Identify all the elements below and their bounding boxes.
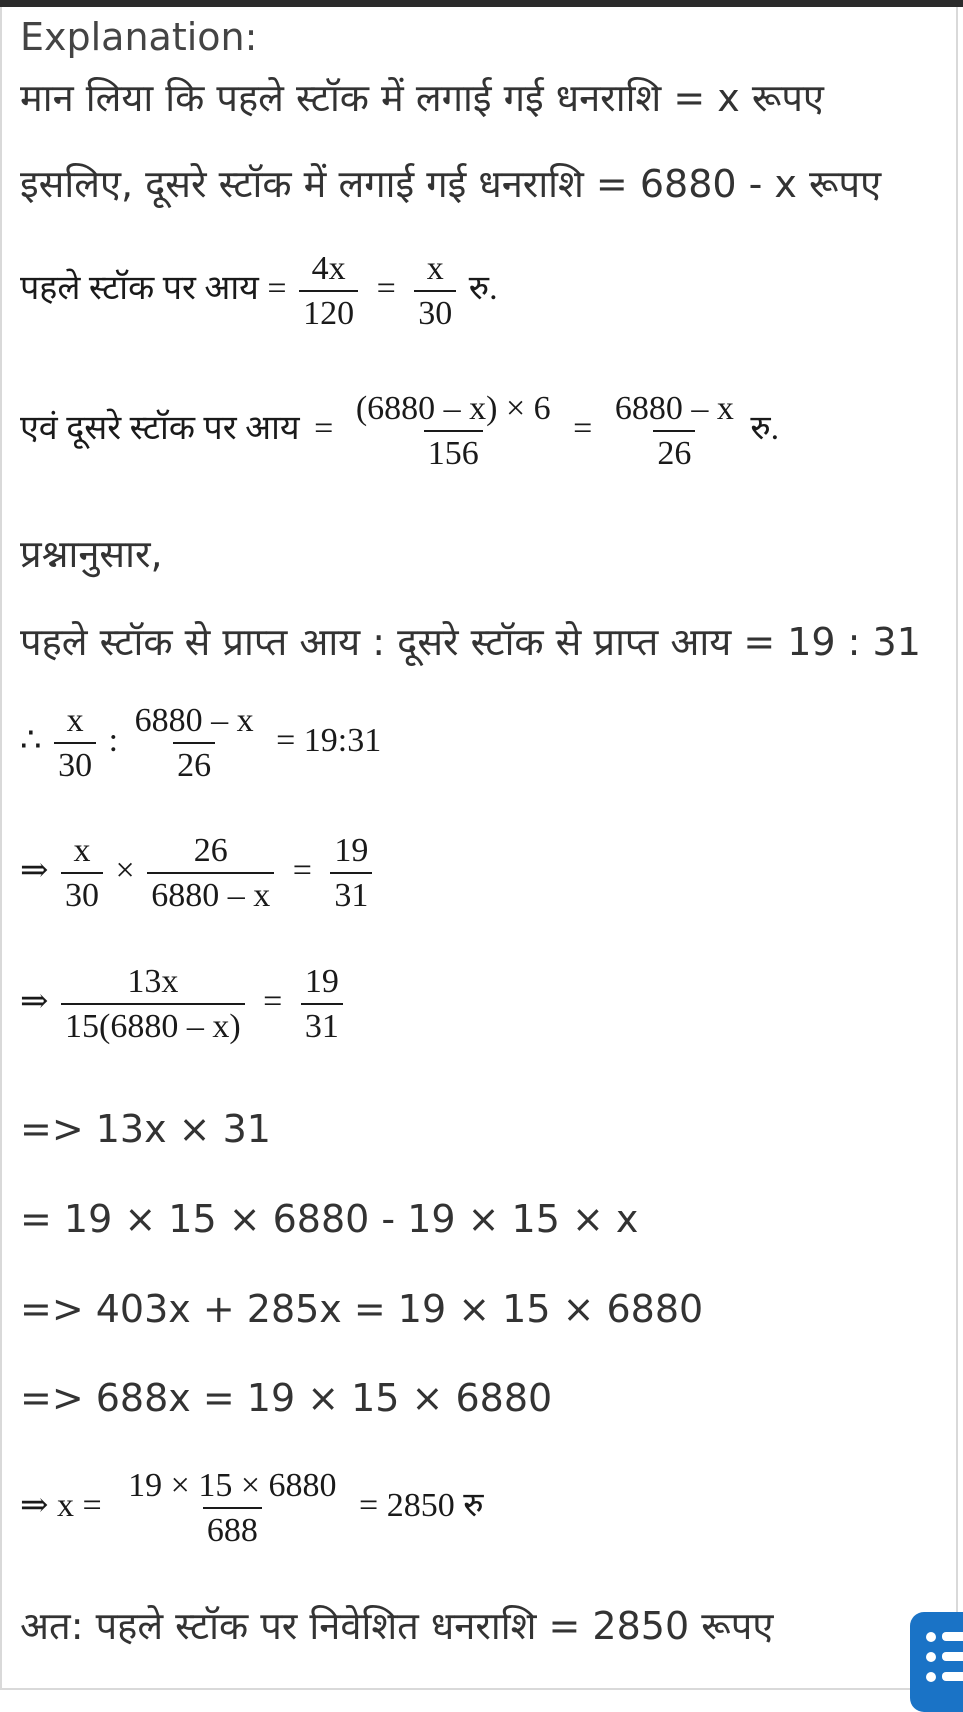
numerator: 4x: [311, 250, 346, 287]
equals-sign: =: [314, 410, 334, 448]
currency-unit: रु.: [468, 270, 498, 308]
denominator: 26: [653, 430, 695, 472]
equals-sign: =: [376, 270, 396, 308]
denominator: 120: [299, 290, 358, 332]
list-line: [942, 1652, 963, 1661]
fraction: [131, 702, 258, 785]
denominator: 6880 – x: [147, 872, 274, 914]
ratio-value: = 19:31: [276, 722, 382, 760]
conclusion-statement: अत: पहले स्टॉक पर निवेशित धनराशि = 2850 रूपए: [20, 1604, 774, 1648]
result-value: = 2850 रु: [359, 1487, 484, 1525]
denominator: 30: [61, 872, 103, 914]
fraction: [147, 832, 274, 915]
fraction: [54, 702, 96, 785]
according-to-question: प्रश्नानुसार,: [20, 532, 163, 576]
step-line: = 19 × 15 × 6880 - 19 × 15 × x: [20, 1197, 639, 1241]
step-line: => 688x = 19 × 15 × 6880: [20, 1376, 553, 1420]
numerator: x: [426, 250, 444, 287]
eq1-label: पहले स्टॉक पर आय =: [20, 270, 287, 308]
denominator: 156: [424, 430, 483, 472]
denominator: 30: [54, 742, 96, 784]
numerator: (6880 – x) × 6: [355, 390, 551, 427]
implies-symbol: ⇒: [20, 983, 49, 1021]
denominator: 15(6880 – x): [61, 1003, 245, 1045]
fraction: [352, 390, 555, 473]
simplified-equation: [20, 963, 347, 1046]
numerator: x: [66, 702, 84, 739]
list-line: [942, 1632, 963, 1641]
denominator: 31: [301, 1003, 343, 1045]
statement-assume-x: मान लिया कि पहले स्टॉक में लगाई गई धनराशि = x रूपए: [20, 76, 824, 120]
times-sign: ×: [115, 852, 135, 890]
fraction: [611, 390, 738, 473]
fraction: [124, 1467, 340, 1550]
fraction: [330, 832, 372, 915]
denominator: 688: [203, 1507, 262, 1549]
numerator: 19 × 15 × 6880: [128, 1467, 337, 1504]
explanation-panel: [0, 7, 958, 1690]
fraction: [299, 250, 358, 333]
equals-sign: =: [292, 852, 312, 890]
list-bullet: [926, 1632, 936, 1642]
equals-sign: =: [573, 410, 593, 448]
denominator: 30: [414, 290, 456, 332]
currency-unit: रु.: [750, 410, 780, 448]
fraction: [301, 963, 343, 1046]
list-bullet: [926, 1652, 936, 1662]
numerator: 26: [193, 832, 228, 869]
numerator: 6880 – x: [134, 702, 254, 739]
denominator: 26: [173, 742, 215, 784]
numerator: x: [73, 832, 91, 869]
fraction: [414, 250, 456, 333]
numerator: 19: [304, 963, 339, 1000]
eq2-label: एवं दूसरे स्टॉक पर आय: [20, 410, 300, 448]
statement-second-amount: इसलिए, दूसरे स्टॉक में लगाई गई धनराशि = 6880 - x रूपए: [20, 162, 882, 206]
explanation-heading: Explanation:: [20, 15, 258, 59]
top-status-bar: [0, 0, 963, 7]
equals-sign: =: [263, 983, 283, 1021]
product-equation: [20, 832, 376, 915]
fraction: [61, 963, 245, 1046]
numerator: 19: [334, 832, 369, 869]
list-line: [942, 1672, 963, 1681]
list-icon[interactable]: [910, 1612, 963, 1712]
ratio-equation: [20, 702, 387, 785]
numerator: 13x: [127, 963, 179, 1000]
solution-equation: [20, 1467, 490, 1550]
denominator: 31: [330, 872, 372, 914]
x-equals: ⇒ x =: [20, 1487, 102, 1525]
ratio-statement: पहले स्टॉक से प्राप्त आय : दूसरे स्टॉक से प्राप्त आय = 19 : 31: [20, 620, 921, 664]
step-line: => 13x × 31: [20, 1107, 271, 1151]
fraction: [61, 832, 103, 915]
implies-symbol: ⇒: [20, 852, 49, 890]
therefore-symbol: ∴: [20, 722, 42, 760]
colon-sign: :: [108, 722, 119, 760]
numerator: 6880 – x: [614, 390, 734, 427]
step-line: => 403x + 285x = 19 × 15 × 6880: [20, 1287, 704, 1331]
income-second-stock-equation: [20, 390, 779, 473]
income-first-stock-equation: [20, 250, 498, 333]
list-bullet: [926, 1672, 936, 1682]
